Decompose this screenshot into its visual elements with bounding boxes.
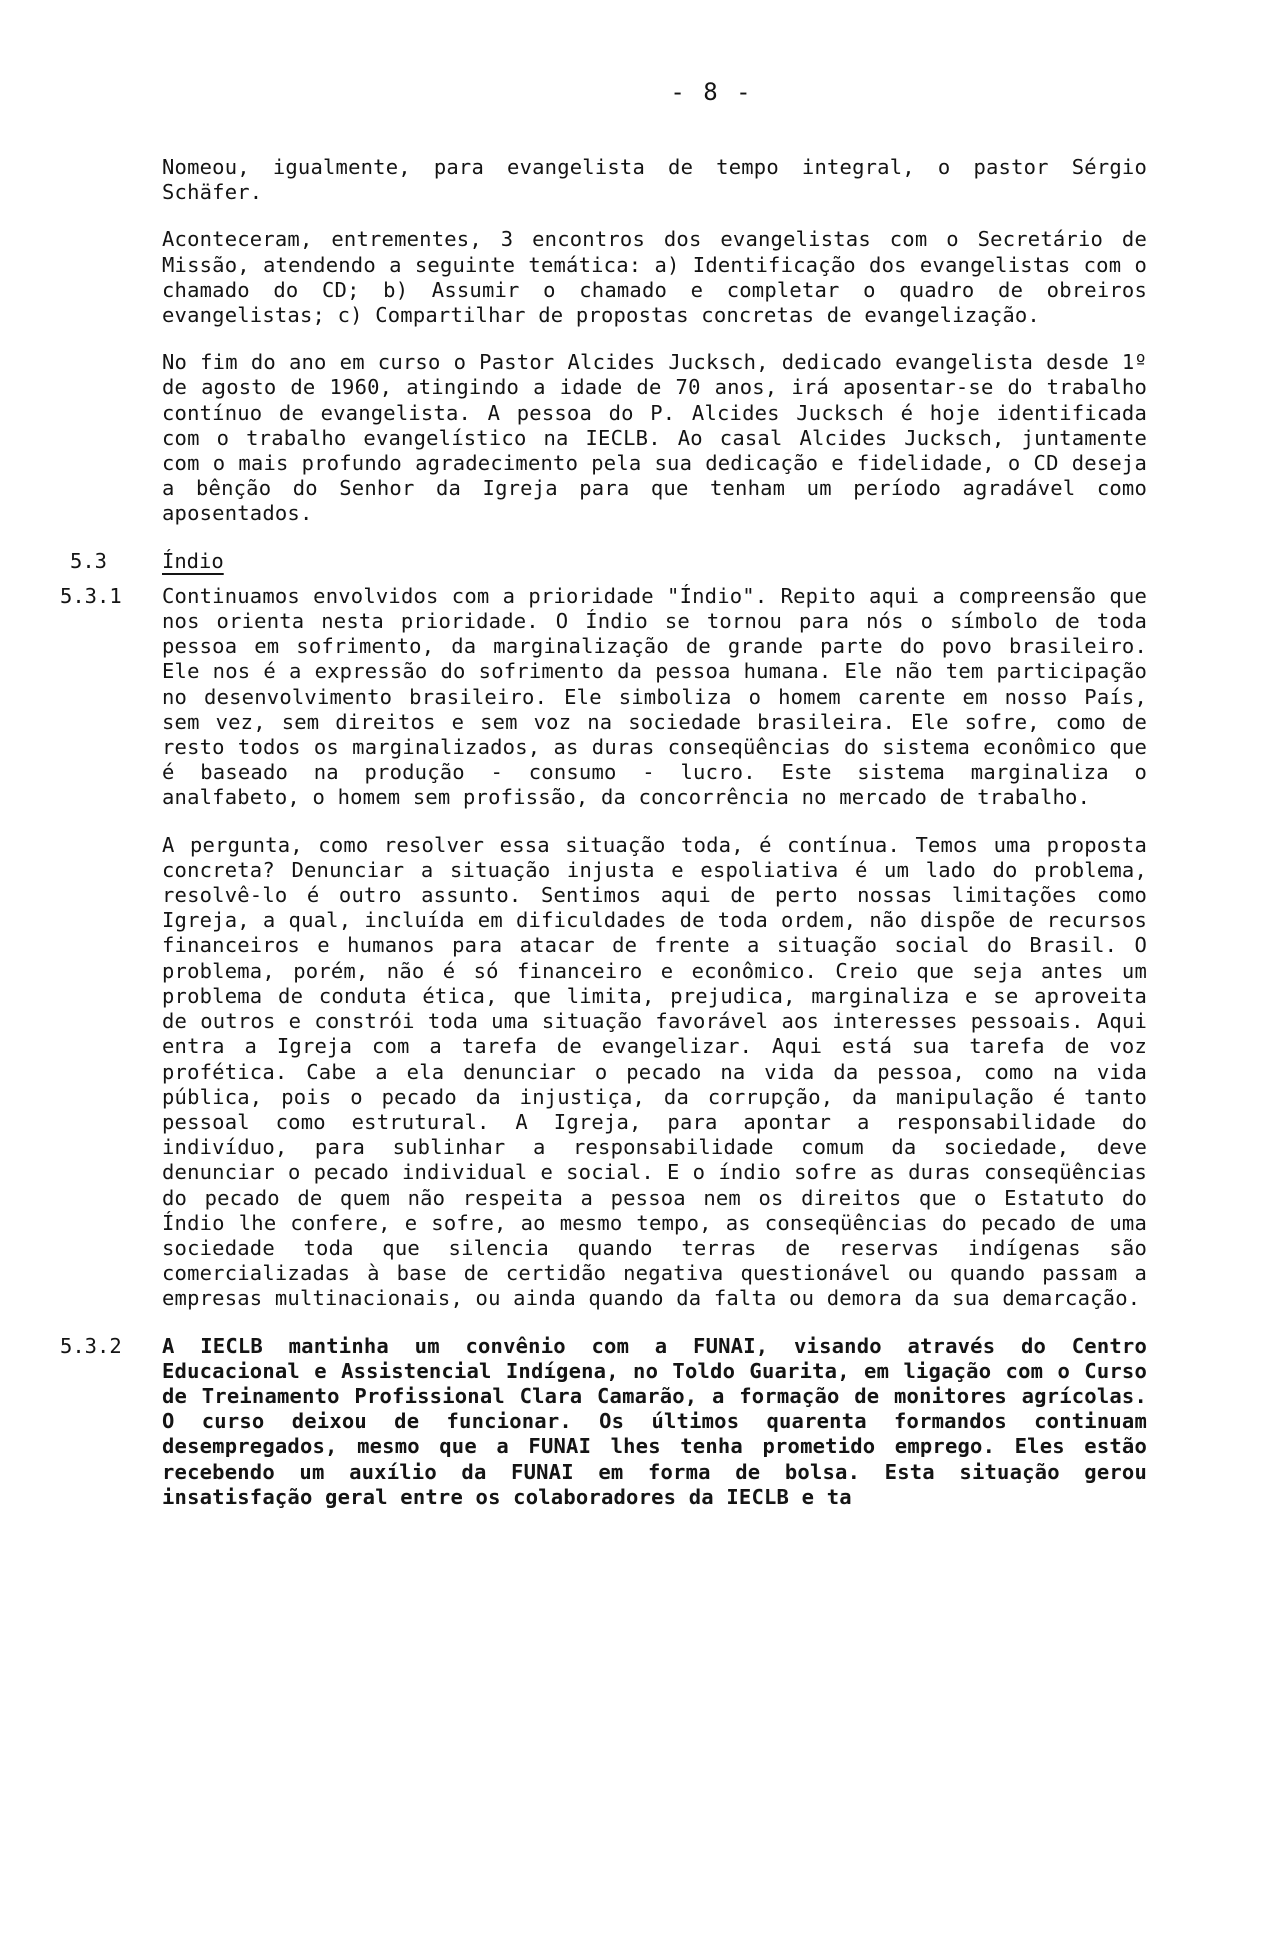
subsection-5-3-2 [60,1333,1160,1510]
paragraph-encontros: Aconteceram, entrementes, 3 encontros dos evangelistas com o Secretário de Missão, atendendo a seguinte temática: a) Identificação dos evangelistas com o chamado do CD; b) Assumir o chamado e completar o quadro de obreiros evangelistas; c) Compartilhar de propostas concretas de evangelização. [162,227,1147,328]
paragraph-nomeou: Nomeou, igualmente, para evangelista de tempo integral, o pastor Sérgio Schäfer. [162,155,1147,205]
page-number: - 8 - [670,78,753,106]
subsection-number: 5.3.2 [60,1333,122,1358]
paragraph-funai: A IECLB mantinha um convênio com a FUNAI, visando através do Centro Educacional e Assistencial Indígena, no Toldo Guarita, em ligação com o Curso de Treinamento Profissional Clara Camarão, a formação de monitores agrícolas. O curso deixou de funcionar. Os últimos quarenta formandos continuam desempregados, mesmo que a FUNAI lhes tenha prometido emprego. Eles estão recebendo um auxílio da FUNAI em forma de bolsa. Esta situação gerou insatisfação geral entre os colaboradores da IECLB e ta [162,1333,1147,1509]
subsection-number: 5.3.1 [60,583,122,608]
section-number: 5.3 [70,548,108,573]
section-title: Índio [162,548,224,573]
section-heading-indio [70,549,1160,574]
subsection-5-3-1 [60,583,1160,811]
paragraph-prioridade-indio: Continuamos envolvidos com a prioridade "Índio". Repito aqui a compreensão que nos orienta nesta prioridade. O Índio se tornou para nós o símbolo de toda pessoa em sofrimento, da marginalização de grande parte do povo brasileiro. Ele nos é a expressão do sofrimento da pessoa humana. Ele não tem participação no desenvolvimento brasileiro. Ele simboliza o homem carente em nosso País, sem vez, sem direitos e sem voz na sociedade brasileira. Ele sofre, como de resto todos os marginalizados, as duras conseqüências do sistema econômico que é baseado na produção - consumo - lucro. Este sistema marginaliza o analfabeto, o homem sem profissão, da concorrência no mercado de trabalho. [162,583,1147,810]
document-body [60,155,1160,1532]
paragraph-aposentadoria: No fim do ano em curso o Pastor Alcides Jucksch, dedicado evangelista desde 1º de agosto de 1960, atingindo a idade de 70 anos, irá aposentar-se do trabalho contínuo de evangelista. A pessoa do P. Alcides Jucksch é hoje identificada com o trabalho evangelístico na IECLB. Ao casal Alcides Jucksch, juntamente com o mais profundo agradecimento pela sua dedicação e fidelidade, o CD deseja a bênção do Senhor da Igreja para que tenham um período agradável como aposentados. [162,350,1147,526]
paragraph-pergunta: A pergunta, como resolver essa situação toda, é contínua. Temos uma proposta concreta? Denunciar a situação injusta e espoliativa é um lado do problema, resolvê-lo é outro assunto. Sentimos aqui de perto nossas limitações como Igreja, a qual, incluída em dificuldades de toda ordem, não dispõe de recursos financeiros e humanos para atacar de frente a situação social do Brasil. O problema, porém, não é só financeiro e econômico. Creio que seja antes um problema de conduta ética, que limita, prejudica, marginaliza e se aproveita de outros e constrói toda uma situação favorável aos interesses pessoais. Aqui entra a Igreja com a tarefa de evangelizar. Aqui está sua tarefa de voz profética. Cabe a ela denunciar o pecado na vida da pessoa, como na vida pública, pois o pecado da injustiça, da corrupção, da manipulação é tanto pessoal como estrutural. A Igreja, para apontar a responsabilidade do indivíduo, para sublinhar a responsabilidade comum da sociedade, deve denunciar o pecado individual e social. E o índio sofre as duras conseqüências do pecado de quem não respeita a pessoa nem os direitos que o Estatuto do Índio lhe confere, e sofre, ao mesmo tempo, as conseqüências do pecado de uma sociedade toda que silencia quando terras de reservas indígenas são comercializadas à base de certidão negativa questionável ou quando passam a empresas multinacionais, ou ainda quando da falta ou demora da sua demarcação. [162,832,1147,1311]
